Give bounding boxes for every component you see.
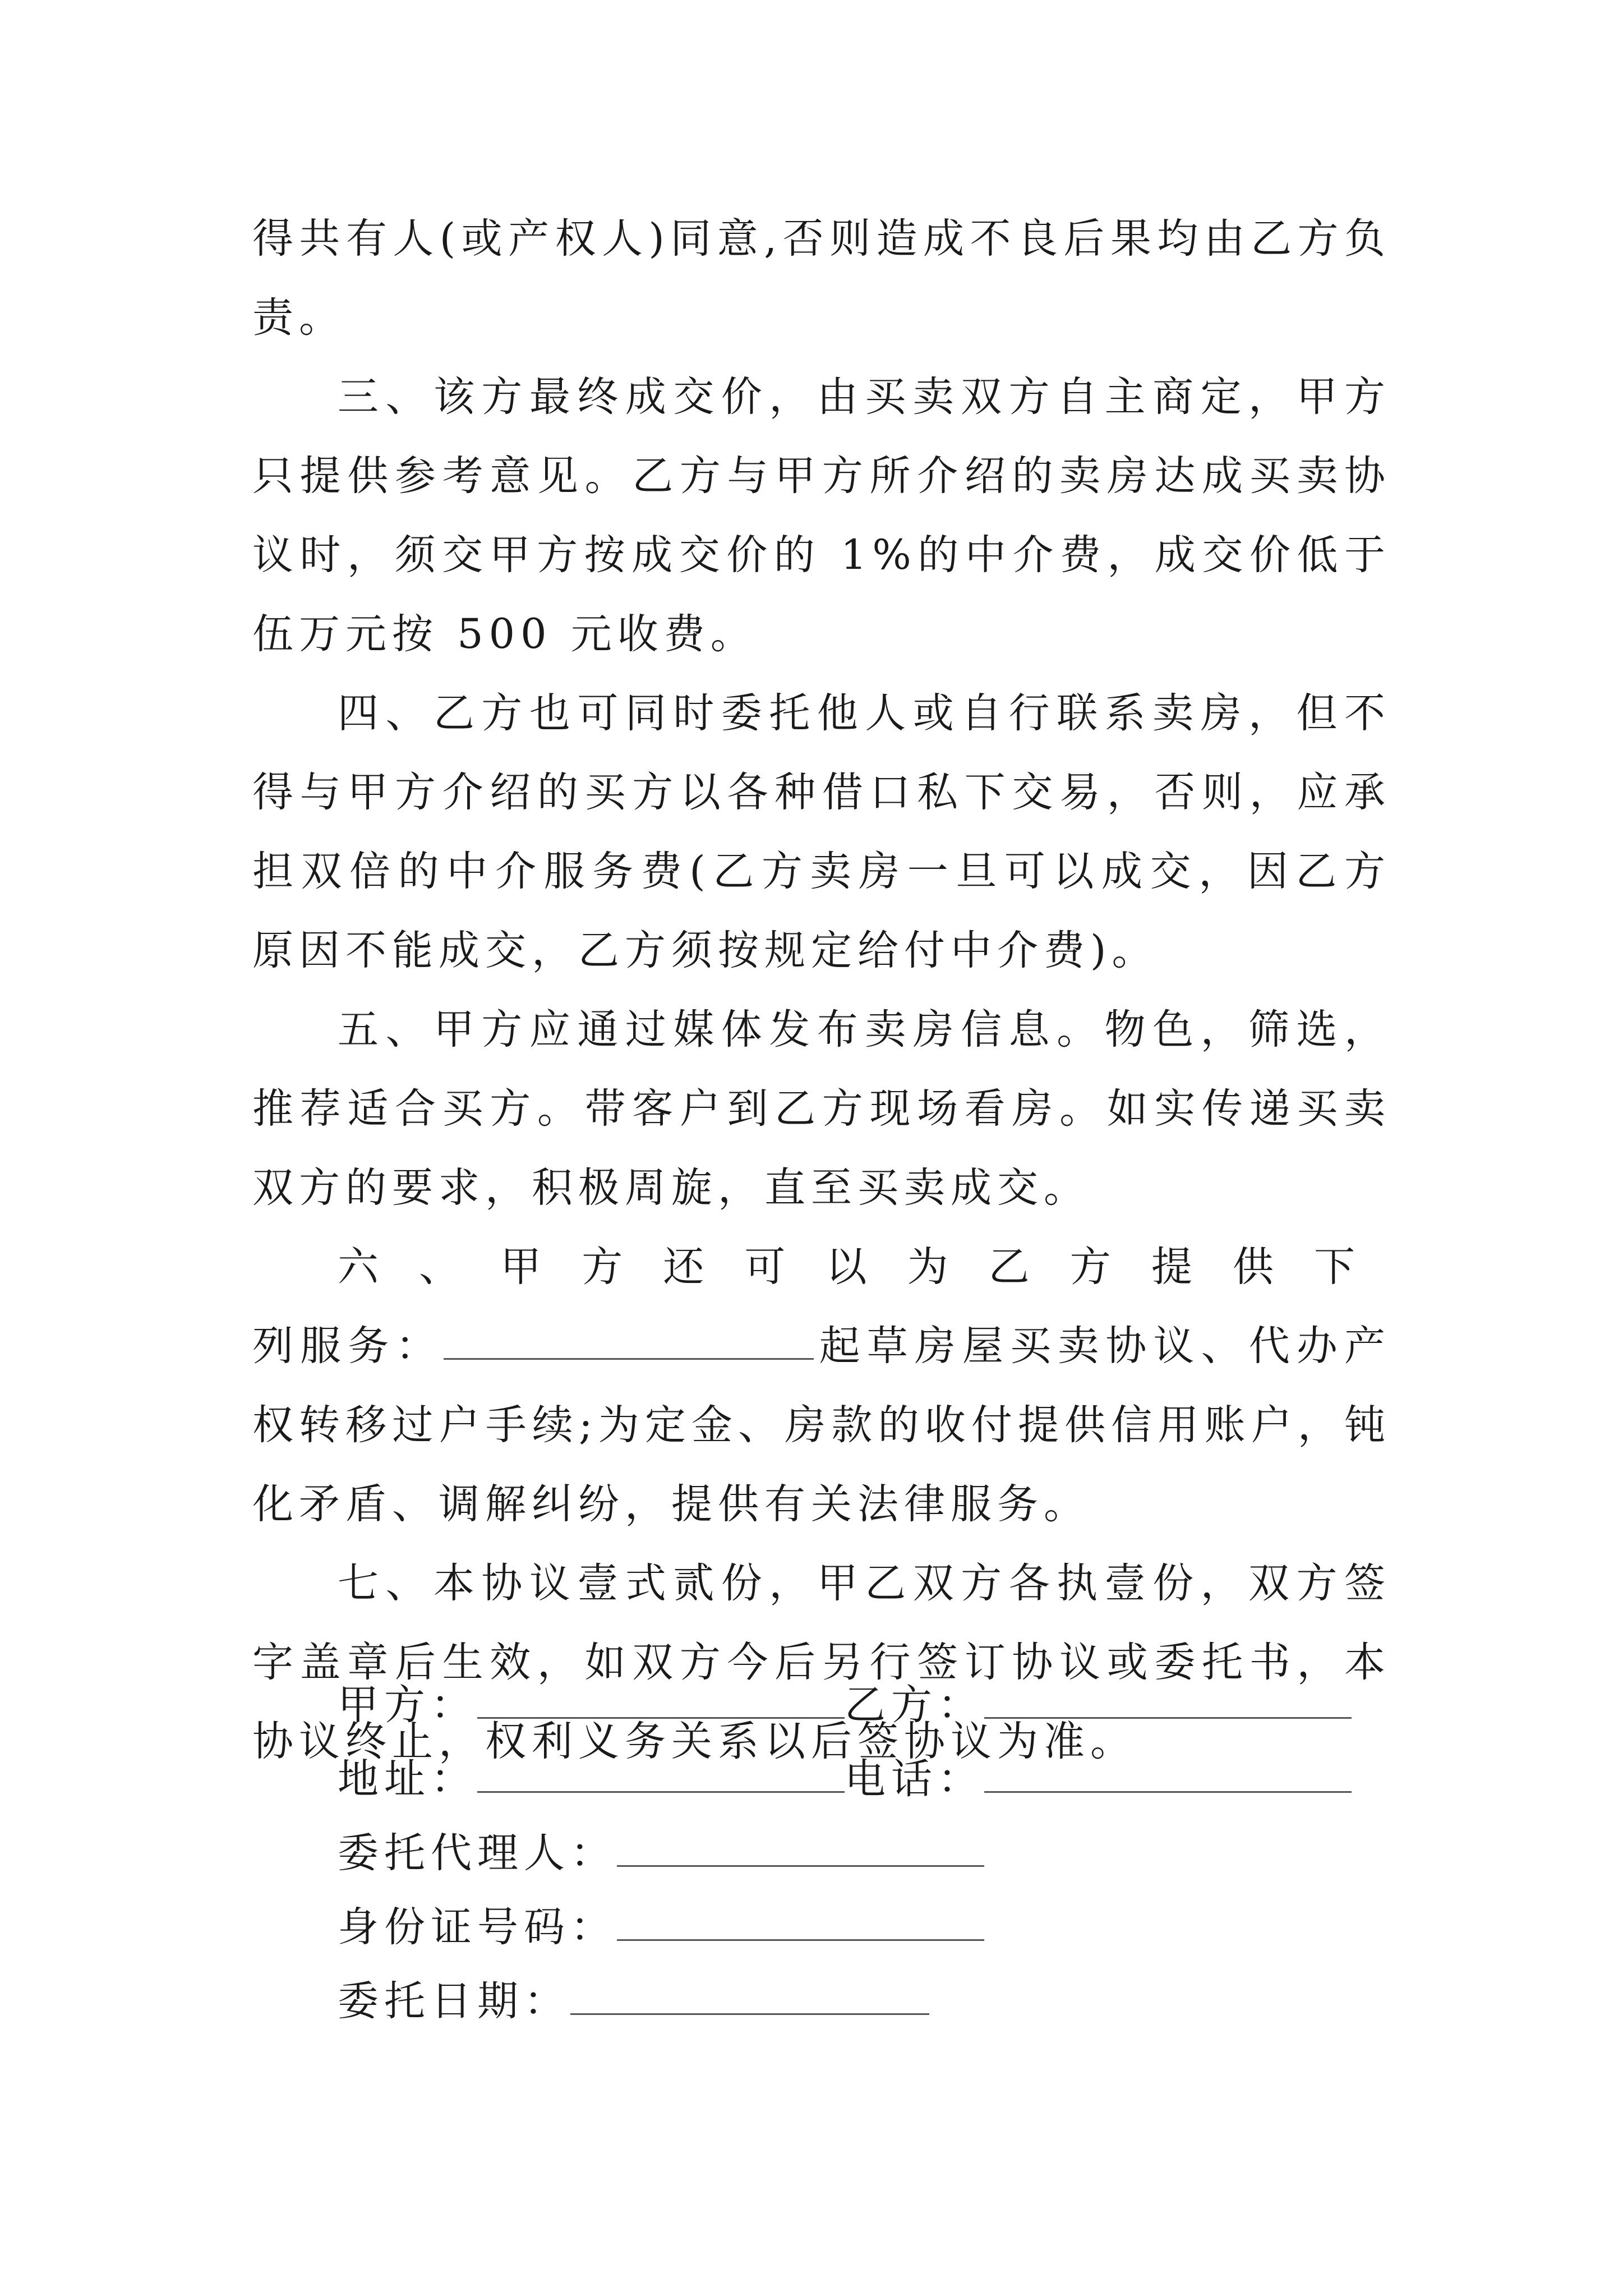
address-blank [477,1757,845,1793]
party-a-blank [477,1683,845,1719]
clause-6-head: 六、甲方还可以为乙方提供下列服务： [252,1243,1391,1370]
phone-label: 电话： [845,1755,984,1803]
paragraph-clause-7: 七、本协议壹式贰份，甲乙双方各执壹份，双方签字盖章后生效，如双方今后另行签订协议或委托书，本协议终止，权利义务关系以后签协议为准。 [252,1559,1391,1765]
clause-6-blank [444,1324,814,1360]
address-label: 地址： [338,1755,477,1803]
signature-row-parties [338,1672,1403,1746]
party-b-label: 乙方： [845,1681,984,1729]
agent-blank [617,1832,984,1867]
id-number-label: 身份证号码： [338,1903,617,1951]
paragraph-continuation: 得共有人(或产权人)同意,否则造成不良后果均由乙方负责。 [252,215,1391,342]
signature-row-id [338,1894,1403,1968]
paragraph-clause-3: 三、该方最终成交价，由买卖双方自主商定，甲方只提供参考意见。乙方与甲方所介绍的卖房达成买卖协议时，须交甲方按成交价的 1%的中介费，成交价低于伍万元按 500 元收费。 [252,373,1391,658]
agent-label: 委托代理人： [338,1829,617,1877]
date-label: 委托日期： [338,1977,570,2025]
paragraph-clause-5: 五、甲方应通过媒体发布卖房信息。物色，筛选，推荐适合买方。带客户到乙方现场看房。如实传递买卖双方的要求，积极周旋，直至买卖成交。 [252,1006,1391,1212]
party-a-label: 甲方： [338,1681,477,1729]
phone-blank [984,1757,1352,1793]
signature-block [338,1672,1403,2042]
id-number-blank [617,1906,984,1941]
signature-row-contact [338,1746,1403,1820]
paragraph-clause-4: 四、乙方也可同时委托他人或自行联系卖房，但不得与甲方介绍的买方以各种借口私下交易，否则，应承担双倍的中介服务费(乙方卖房一旦可以成交，因乙方原因不能成交，乙方须按规定给付中介费)。 [252,689,1391,974]
signature-row-agent [338,1820,1403,1894]
agreement-body [252,199,1391,1781]
date-blank [570,1980,929,2015]
paragraph-clause-6 [252,1227,1391,1544]
party-b-blank [984,1683,1352,1719]
clause-6-tail: 起草房屋买卖协议、代办产权转移过户手续;为定金、房款的收付提供信用账户，钝化矛盾、调解纠纷，提供有关法律服务。 [252,1322,1391,1528]
signature-row-date [338,1968,1403,2042]
